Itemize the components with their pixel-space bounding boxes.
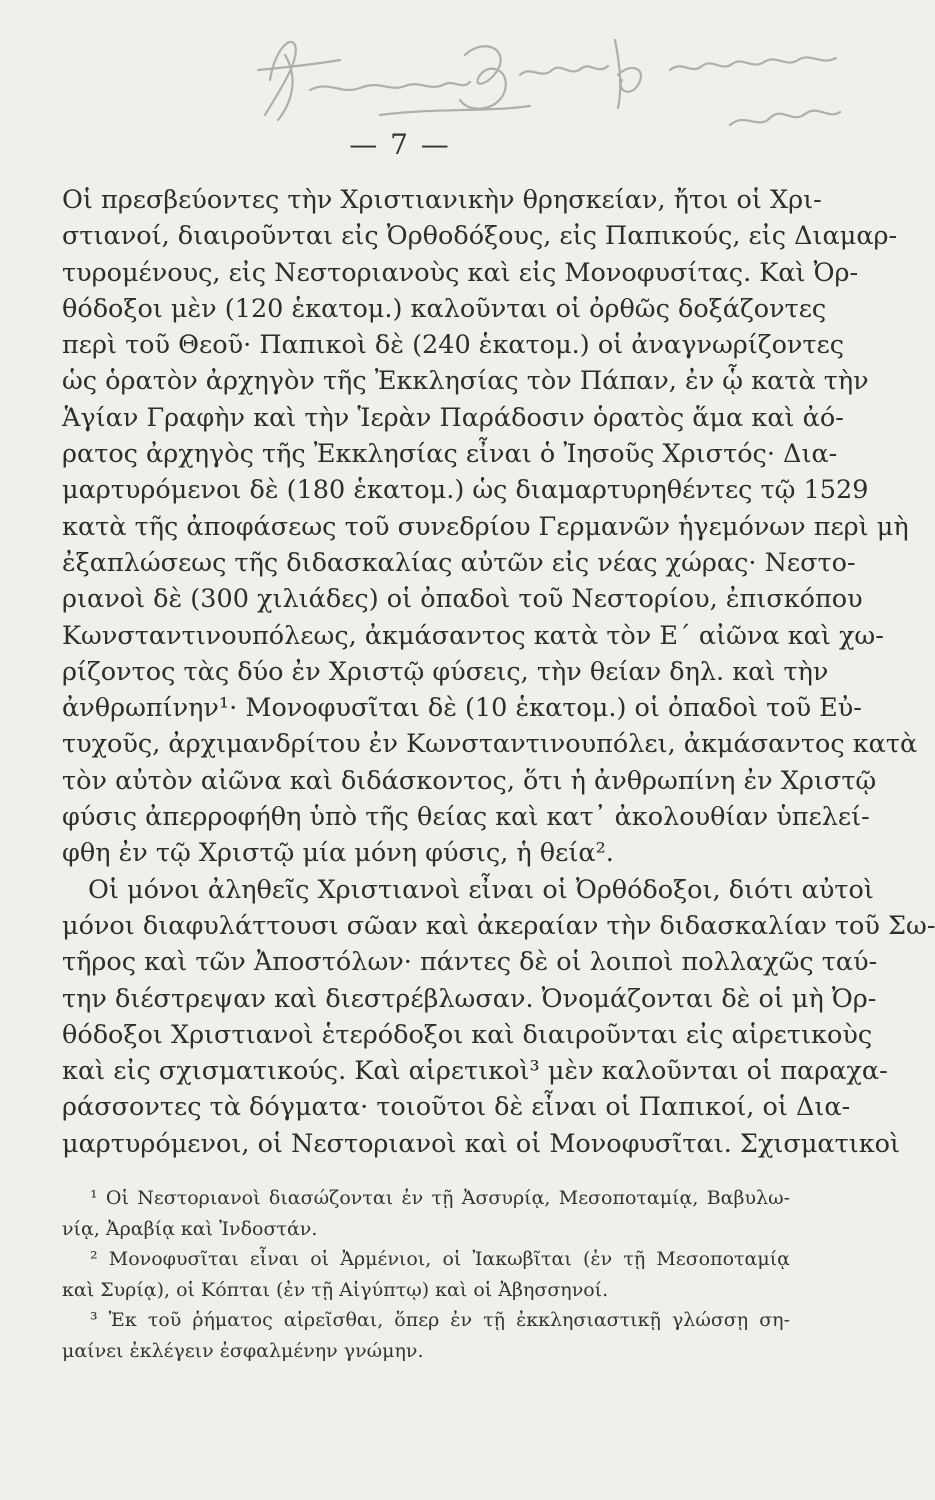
text-line: την διέστρεψαν καὶ διεστρέβλωσαν. Ὀνομάζονται δὲ οἱ μὴ Ὀρ- [62, 983, 877, 1014]
footnote-line: καὶ Συρίᾳ), οἱ Κόπται (ἐν τῇ Αἰγύπτῳ) καὶ οἱ Ἀβησσηνοί. [62, 1278, 609, 1301]
text-line: ἀνθρωπίνην¹· Μονοφυσῖται δὲ (10 ἑκατομ.) οἱ ὀπαδοὶ τοῦ Εὐ- [62, 693, 862, 724]
text-line: μαρτυρόμενοι δὲ (180 ἑκατομ.) ὡς διαμαρτυρηθέντες τῷ 1529 [62, 475, 869, 506]
text-line: στιανοί, διαιροῦνται εἰς Ὀρθοδόξους, εἰς Παπικούς, εἰς Διαμαρ- [62, 221, 898, 252]
text-line: καὶ εἰς σχισματικούς. Καὶ αἱρετικοὶ³ μὲν καλοῦνται οἱ παραχα- [62, 1056, 888, 1087]
text-line: τυρομένους, εἰς Νεστοριανοὺς καὶ εἰς Μονοφυσίτας. Καὶ Ὀρ- [62, 257, 859, 288]
text-line: Ἁγίαν Γραφὴν καὶ τὴν Ἱερὰν Παράδοσιν ὁρατὸς ἅμα καὶ ἀό- [62, 402, 844, 433]
text-line: μαρτυρόμενοι, οἱ Νεστοριανοὶ καὶ οἱ Μονοφυσῖται. Σχισματικοὶ [62, 1128, 901, 1159]
footnote-line: ² Μονοφυσῖται εἶναι οἱ Ἀρμένιοι, οἱ Ἰακωβῖται (ἐν τῇ Μεσοποταμίᾳ [90, 1248, 790, 1270]
main-text [62, 182, 935, 1162]
text-line: ρατος ἀρχηγὸς τῆς Ἐκκλησίας εἶναι ὁ Ἰησοῦς Χριστός· Δια- [62, 439, 838, 470]
footnote-line: νίᾳ, Ἀραβίᾳ καὶ Ἰνδοστάν. [62, 1217, 318, 1240]
footnote-line: μαίνει ἐκλέγειν ἐσφαλμένην γνώμην. [62, 1339, 424, 1362]
page-number: — 7 — [349, 128, 451, 161]
text-line: φύσις ἀπερροφήθη ὑπὸ τῆς θείας καὶ κατ᾽ ἀκολουθίαν ὑπελεί- [62, 802, 870, 833]
text-line: περὶ τοῦ Θεοῦ· Παπικοὶ δὲ (240 ἑκατομ.) οἱ ἀναγνωρίζοντες [62, 330, 845, 361]
text-line: ὡς ὁρατὸν ἀρχηγὸν τῆς Ἐκκλησίας τὸν Πάπαν, ἐν ᾧ κατὰ τὴν [62, 366, 869, 397]
text-line: Οἱ πρεσβεύοντες τὴν Χριστιανικὴν θρησκείαν, ἤτοι οἱ Χρι- [62, 185, 822, 215]
text-line: τῆρος καὶ τῶν Ἀποστόλων· πάντες δὲ οἱ λοιποὶ πολλαχῶς ταύ- [62, 947, 878, 978]
text-line: τυχοῦς, ἀρχιμανδρίτου ἐν Κωνσταντινουπόλει, ἀκμάσαντος κατὰ [62, 729, 918, 760]
text-line: φθη ἐν τῷ Χριστῷ μία μόνη φύσις, ἡ θεία². [62, 838, 614, 869]
text-line: ριανοὶ δὲ (300 χιλιάδες) οἱ ὀπαδοὶ τοῦ Νεστορίου, ἐπισκόπου [62, 584, 863, 615]
text-line: τὸν αὐτὸν αἰῶνα καὶ διδάσκοντος, ὅτι ἡ ἀνθρωπίνη ἐν Χριστῷ [62, 765, 877, 796]
footnote-line: ³ Ἐκ τοῦ ῥήματος αἱρεῖσθαι, ὅπερ ἐν τῇ ἐκκλησιαστικῇ γλώσσῃ ση- [90, 1309, 790, 1331]
text-line: θόδοξοι Χριστιανοὶ ἑτερόδοξοι καὶ διαιροῦνται εἰς αἱρετικοὺς [62, 1019, 873, 1050]
text-line: ρίζοντος τὰς δύο ἐν Χριστῷ φύσεις, τὴν θείαν δηλ. καὶ τὴν [62, 656, 829, 687]
text-line: θόδοξοι μὲν (120 ἑκατομ.) καλοῦνται οἱ ὀρθῶς δοξάζοντες [62, 293, 827, 324]
text-line: κατὰ τῆς ἀποφάσεως τοῦ συνεδρίου Γερμανῶν ἡγεμόνων περὶ μὴ [62, 511, 909, 542]
footnotes [62, 1183, 790, 1366]
text-line: ράσσοντες τὰ δόγματα· τοιοῦτοι δὲ εἶναι οἱ Παπικοί, οἱ Δια- [62, 1092, 851, 1123]
footnote-line: ¹ Οἱ Νεστοριανοὶ διασώζονται ἐν τῇ Ἀσσυρίᾳ, Μεσοποταμίᾳ, Βαβυλω- [90, 1187, 790, 1209]
text-line: Κωνσταντινουπόλεως, ἀκμάσαντος κατὰ τὸν Ε´ αἰῶνα καὶ χω- [62, 620, 884, 651]
text-line: Οἱ μόνοι ἀληθεῖς Χριστιανοὶ εἶναι οἱ Ὀρθόδοξοι, διότι αὐτοὶ [88, 874, 874, 905]
text-line: μόνοι διαφυλάττουσι σῶαν καὶ ἀκεραίαν τὴν διδασκαλίαν τοῦ Σω- [62, 910, 935, 941]
text-line: ἐξαπλώσεως τῆς διδασκαλίας αὐτῶν εἰς νέας χώρας· Νεστο- [62, 547, 856, 578]
